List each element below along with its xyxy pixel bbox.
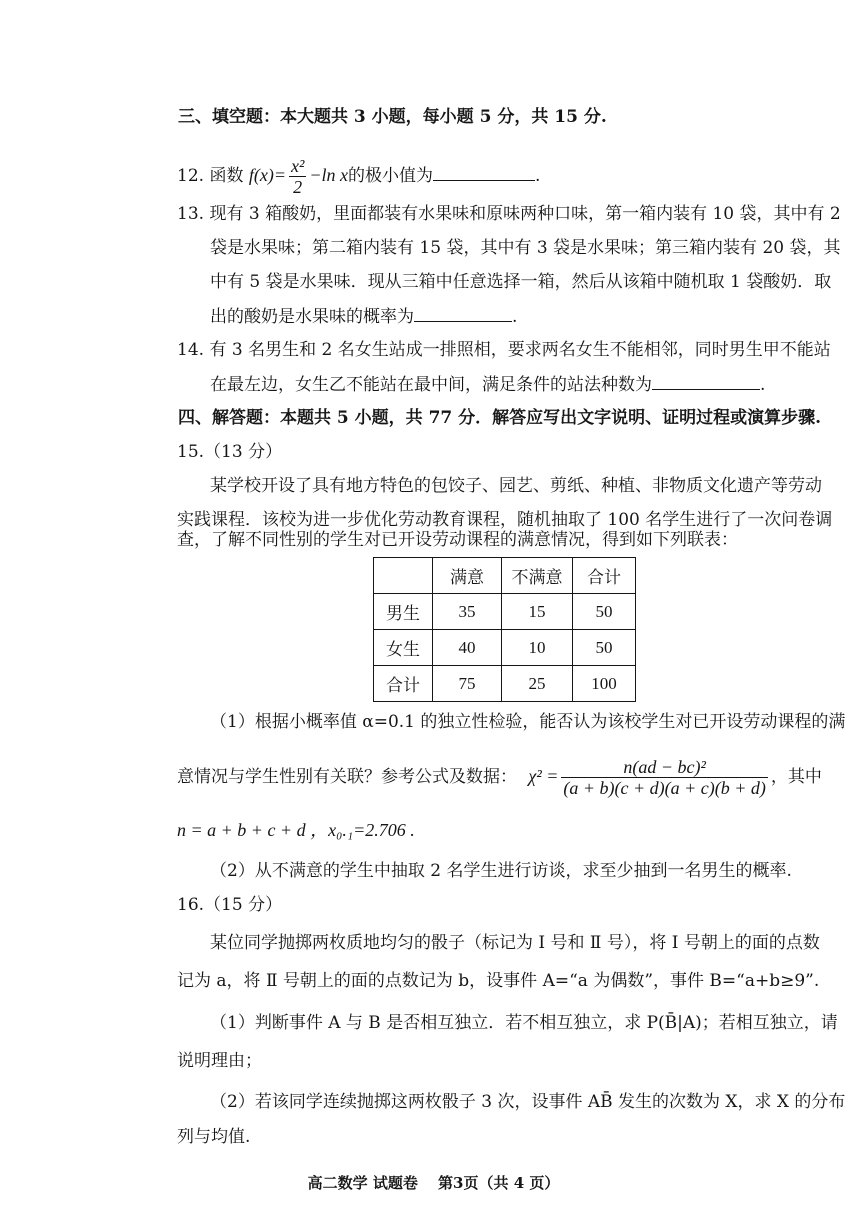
q16-part2-line-2: 列与均值. <box>177 1127 251 1147</box>
table-cell: 50 <box>573 594 636 630</box>
q13-number: 13. <box>177 204 205 224</box>
table-row <box>374 630 636 666</box>
q15-part1-after-formula: ，其中 <box>770 767 822 787</box>
table-cell: 男生 <box>374 594 433 630</box>
q16-para-1: 某位同学抛掷两枚质地均匀的骰子（标记为 Ⅰ 号和 Ⅱ 号），将 Ⅰ 号朝上的面的点数 <box>210 933 820 953</box>
q15-title: 15.（13 分） <box>177 442 283 462</box>
section3-heading: 三、填空题：本大题共 3 小题，每小题 5 分，共 15 分. <box>178 107 607 127</box>
table-header-cell: 不满意 <box>502 558 573 594</box>
q12-answer-blank <box>433 164 535 181</box>
q13-answer-blank <box>414 305 512 322</box>
q12-func: f(x)= <box>248 165 286 185</box>
chi-square-numerator: n(ad − bc)² <box>561 758 768 778</box>
q15-part2: （2）从不满意的学生中抽取 2 名学生进行访谈，求至少抽到一名男生的概率. <box>210 861 792 881</box>
table-header-cell: 满意 <box>433 558 502 594</box>
table-cell: 100 <box>573 666 636 702</box>
table-cell: 35 <box>433 594 502 630</box>
q12-minus-ln: −ln x <box>309 165 349 185</box>
table-cell: 50 <box>573 630 636 666</box>
q13-line-4 <box>210 305 517 328</box>
q12-fraction <box>289 157 306 196</box>
q12-frac-den: 2 <box>293 177 303 197</box>
q15-para-2: 实践课程．该校为进一步优化劳动教育课程，随机抽取了 100 名学生进行了一次问卷调 <box>177 510 833 530</box>
table-cell: 75 <box>433 666 502 702</box>
q12-pre: 函数 <box>209 166 244 186</box>
page-footer: 高二数学 试题卷 第3页（共 4 页） <box>307 1174 560 1192</box>
q16-title: 16.（15 分） <box>177 895 283 915</box>
chi-square-denominator: (a + b)(c + d)(a + c)(b + d) <box>563 778 766 798</box>
table-row <box>374 594 636 630</box>
table-cell: 15 <box>502 594 573 630</box>
q14-line-2 <box>210 373 765 396</box>
question-12 <box>177 150 540 201</box>
table-header-row <box>374 558 636 594</box>
table-cell: 女生 <box>374 630 433 666</box>
chi-square-symbol: χ² = <box>528 766 559 786</box>
q14-answer-blank <box>652 373 760 390</box>
q13-text-1: 现有 3 箱酸奶，里面都装有水果味和原味两种口味，第一箱内装有 10 袋，其中有 2 <box>209 204 841 224</box>
table-cell: 25 <box>502 666 573 702</box>
q15-part1-text-2: 意情况与学生性别有关联？参考公式及数据： <box>177 767 517 787</box>
table-cell: 合计 <box>374 666 433 702</box>
contingency-table <box>373 557 636 702</box>
q15-para-3: 查，了解不同性别的学生对已开设劳动课程的满意情况，得到如下列联表： <box>177 530 738 550</box>
q14-text-2: 在最左边，女生乙不能站在最中间，满足条件的站法种数为 <box>210 375 652 395</box>
q15-part1-line-3: n = a + b + c + d ，x₀.₁=2.706 . <box>177 820 415 840</box>
table-row <box>374 666 636 702</box>
table-cell: 40 <box>433 630 502 666</box>
q15-part1-line-2 <box>177 752 822 801</box>
q16-part1-line-1: （1）判断事件 A 与 B 是否相互独立．若不相互独立，求 P(B̄|A)；若相互独立，请 <box>210 1013 838 1033</box>
q14-text-1: 有 3 名男生和 2 名女生站成一排照相，要求两名女生不能相邻，同时男生甲不能站 <box>209 340 831 360</box>
q13-line-1 <box>177 203 841 225</box>
q12-number: 12. <box>177 166 205 186</box>
chi-square-fraction <box>561 758 768 797</box>
q14-number: 14. <box>177 340 205 360</box>
q12-post: 的极小值为 <box>348 166 434 186</box>
table-cell: 10 <box>502 630 573 666</box>
q12-end: . <box>535 166 541 186</box>
q16-part2-line-1: （2）若该同学连续抛掷这两枚骰子 3 次，设事件 AB̄ 发生的次数为 X，求 X 的分布 <box>210 1092 846 1112</box>
table-header-cell <box>374 558 433 594</box>
q14-line-1 <box>177 339 831 361</box>
q14-end: . <box>760 375 766 395</box>
q13-line-3: 中有 5 袋是水果味．现从三箱中任意选择一箱，然后从该箱中随机取 1 袋酸奶．取 <box>210 272 832 292</box>
q15-part1-line-1: （1）根据小概率值 α=0.1 的独立性检验，能否认为该校学生对已开设劳动课程的满 <box>210 712 846 732</box>
q13-text-4: 出的酸奶是水果味的概率为 <box>210 307 414 327</box>
q16-part1-line-2: 说明理由； <box>177 1051 262 1071</box>
table-header-cell: 合计 <box>573 558 636 594</box>
q16-para-2: 记为 a，将 Ⅱ 号朝上的面的点数记为 b，设事件 A=“a 为偶数”，事件 B=“a+b≥9”. <box>177 971 820 991</box>
q15-para-1: 某学校开设了具有地方特色的包饺子、园艺、剪纸、种植、非物质文化遗产等劳动 <box>210 476 822 496</box>
q13-line-2: 袋是水果味；第二箱内装有 15 袋，其中有 3 袋是水果味；第三箱内装有 20 袋，其 <box>210 238 841 258</box>
section4-heading: 四、解答题：本题共 5 小题，共 77 分．解答应写出文字说明、证明过程或演算步骤. <box>178 408 822 428</box>
q12-frac-num: x² <box>290 156 305 176</box>
q13-end: . <box>512 307 518 327</box>
